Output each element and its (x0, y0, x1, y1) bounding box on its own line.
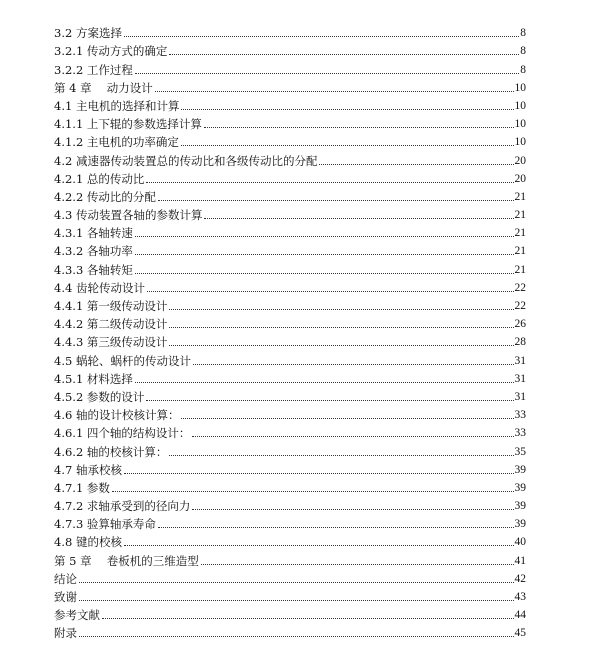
toc-entry-title: 附录 (54, 626, 77, 641)
toc-entry-title: 4.5.1 材料选择 (54, 371, 133, 386)
toc-entry[interactable] (54, 531, 526, 549)
toc-dot-leader (135, 254, 514, 255)
toc-entry[interactable] (54, 240, 526, 258)
toc-entry[interactable] (54, 586, 526, 604)
toc-entry[interactable] (54, 622, 526, 640)
toc-entry[interactable] (54, 477, 526, 495)
toc-entry-page-number: 39 (514, 481, 526, 494)
toc-entry-title: 4.7.3 验算轴承寿命 (54, 517, 156, 532)
toc-entry[interactable] (54, 549, 526, 567)
toc-dot-leader (169, 455, 513, 456)
toc-entry-title: 参考文献 (54, 608, 100, 623)
toc-entry-title: 4.6.1 四个轴的结构设计： (54, 426, 191, 441)
toc-entry[interactable] (54, 386, 526, 404)
toc-entry-page-number: 21 (514, 245, 526, 258)
toc-entry-title: 4.6 轴的设计校核计算： (54, 408, 180, 423)
toc-dot-leader (135, 273, 514, 274)
toc-entry[interactable] (54, 459, 526, 477)
toc-entry[interactable] (54, 131, 526, 149)
toc-dot-leader (201, 564, 514, 565)
toc-entry-title: 4.2 减速器传动装置总的传动比和各级传动比的分配 (54, 153, 318, 168)
toc-entry-title: 致谢 (54, 590, 77, 604)
toc-entry[interactable] (54, 58, 526, 76)
toc-dot-leader (193, 364, 514, 365)
toc-dot-leader (204, 127, 514, 128)
toc-entry-page-number: 26 (514, 318, 526, 331)
toc-entry-title: 4.1 主电机的选择和计算 (54, 98, 180, 113)
toc-dot-leader (169, 54, 519, 55)
toc-entry-title: 4.5.2 参数的设计 (54, 389, 145, 404)
toc-dot-leader (135, 236, 514, 237)
toc-dot-leader (147, 291, 514, 292)
toc-dot-leader (124, 473, 514, 474)
toc-entry-page-number: 10 (514, 118, 526, 131)
toc-entry-title: 4.8 键的校核 (54, 535, 122, 550)
toc-entry[interactable] (54, 77, 526, 95)
toc-entry[interactable] (54, 313, 526, 331)
toc-entry[interactable] (54, 186, 526, 204)
toc-dot-leader (169, 309, 513, 310)
toc-entry-title: 4.4.1 第一级传动设计 (54, 299, 168, 313)
toc-entry-title: 4.1.2 主电机的功率确定 (54, 135, 179, 150)
toc-entry-title: 4.3.2 各轴功率 (54, 244, 133, 259)
toc-entry-page-number: 40 (514, 536, 526, 549)
toc-dot-leader (79, 636, 514, 637)
toc-entry-page-number: 41 (514, 554, 526, 567)
toc-dot-leader (124, 545, 514, 546)
toc-entry-title: 4.4.2 第二级传动设计 (54, 317, 168, 332)
toc-entry-page-number: 22 (514, 300, 526, 312)
toc-entry-title: 第 4 章 动力设计 (54, 80, 153, 95)
toc-dot-leader (169, 327, 513, 328)
toc-entry[interactable] (54, 422, 526, 440)
toc-entry-page-number: 21 (514, 227, 526, 240)
toc-entry-title: 4.3 传动装置各轴的参数计算 (54, 208, 203, 223)
toc-dot-leader (135, 382, 514, 383)
toc-entry-page-number: 43 (514, 591, 526, 603)
toc-entry-title: 4.4.3 第三级传动设计 (54, 335, 168, 350)
toc-dot-leader (102, 618, 514, 619)
toc-entry[interactable] (54, 258, 526, 276)
toc-entry-title: 3.2.1 传动方式的确定 (54, 44, 168, 59)
toc-entry-page-number: 10 (514, 136, 526, 149)
toc-entry[interactable] (54, 331, 526, 349)
toc-entry-title: 4.1.1 上下辊的参数选择计算 (54, 117, 202, 132)
toc-entry-title: 4.7.1 参数 (54, 480, 110, 495)
toc-entry-page-number: 44 (514, 609, 526, 622)
toc-entry-page-number: 31 (514, 390, 526, 403)
toc-entry[interactable] (54, 22, 526, 40)
toc-dot-leader (181, 109, 513, 110)
toc-entry-page-number: 39 (514, 463, 526, 476)
toc-entry-title: 4.2.2 传动比的分配 (54, 189, 156, 204)
toc-entry-title: 第 5 章 卷板机的三维造型 (54, 553, 199, 568)
toc-dot-leader (158, 200, 514, 201)
toc-entry-page-number: 20 (514, 154, 526, 167)
toc-entry[interactable] (54, 495, 526, 513)
toc-entry-title: 4.4 齿轮传动设计 (54, 280, 145, 295)
toc-dot-leader (192, 509, 513, 510)
toc-dot-leader (319, 164, 513, 165)
toc-entry-page-number: 45 (514, 627, 526, 640)
toc-entry-page-number: 10 (514, 99, 526, 112)
toc-entry[interactable] (54, 568, 526, 586)
toc-dot-leader (79, 600, 514, 601)
toc-entry[interactable] (54, 222, 526, 240)
toc-entry-title: 4.2.1 总的传动比 (54, 171, 145, 186)
toc-entry-title: 4.7 轴承校核 (54, 462, 122, 477)
toc-entry-page-number: 21 (514, 190, 526, 203)
toc-entry-page-number: 22 (514, 281, 526, 294)
toc-entry[interactable] (54, 295, 526, 313)
toc-dot-leader (181, 145, 514, 146)
toc-entry-title: 4.6.2 轴的校核计算： (54, 444, 168, 459)
toc-entry-page-number: 28 (514, 336, 526, 349)
toc-entry-title: 4.3.1 各轴转速 (54, 226, 133, 241)
toc-entry-title: 3.2 方案选择 (54, 26, 122, 41)
toc-entry[interactable] (54, 113, 526, 131)
table-of-contents (54, 22, 526, 640)
toc-entry-page-number: 39 (514, 518, 526, 531)
toc-dot-leader (204, 218, 513, 219)
toc-entry[interactable] (54, 277, 526, 295)
toc-entry-page-number: 8 (520, 45, 526, 58)
toc-entry[interactable] (54, 368, 526, 386)
toc-entry-page-number: 10 (514, 81, 526, 94)
toc-dot-leader (146, 400, 513, 401)
toc-entry-page-number: 20 (514, 172, 526, 185)
toc-dot-leader (112, 491, 514, 492)
toc-dot-leader (169, 345, 513, 346)
toc-entry-page-number: 33 (514, 409, 526, 422)
toc-dot-leader (181, 418, 513, 419)
toc-entry-title: 结论 (54, 571, 77, 586)
toc-entry-page-number: 8 (520, 63, 526, 76)
toc-dot-leader (79, 582, 514, 583)
toc-entry[interactable] (54, 440, 526, 458)
toc-entry-page-number: 33 (514, 427, 526, 440)
toc-entry[interactable] (54, 40, 526, 58)
toc-entry-title: 3.2.2 工作过程 (54, 62, 133, 77)
toc-entry-title: 4.3.3 各轴转矩 (54, 262, 133, 277)
toc-entry-page-number: 21 (514, 209, 526, 222)
toc-dot-leader (135, 73, 519, 74)
toc-entry-page-number: 8 (520, 27, 526, 40)
toc-entry[interactable] (54, 604, 526, 622)
toc-entry[interactable] (54, 149, 526, 167)
toc-entry-title: 4.7.2 求轴承受到的径向力 (54, 499, 191, 514)
toc-entry[interactable] (54, 204, 526, 222)
toc-dot-leader (192, 436, 513, 437)
toc-entry-page-number: 35 (514, 445, 526, 458)
toc-entry[interactable] (54, 349, 526, 367)
toc-entry-page-number: 31 (514, 354, 526, 367)
toc-dot-leader (158, 527, 514, 528)
toc-entry-title: 4.5 蜗轮、蜗杆的传动设计 (54, 353, 191, 368)
toc-entry-page-number: 31 (514, 372, 526, 385)
toc-dot-leader (124, 36, 519, 37)
toc-dot-leader (146, 182, 513, 183)
toc-entry[interactable] (54, 404, 526, 422)
toc-entry[interactable] (54, 513, 526, 531)
toc-dot-leader (155, 91, 514, 92)
toc-entry-page-number: 42 (514, 572, 526, 585)
toc-entry-page-number: 39 (514, 500, 526, 513)
toc-entry[interactable] (54, 168, 526, 186)
toc-entry[interactable] (54, 95, 526, 113)
toc-entry-page-number: 21 (514, 263, 526, 276)
